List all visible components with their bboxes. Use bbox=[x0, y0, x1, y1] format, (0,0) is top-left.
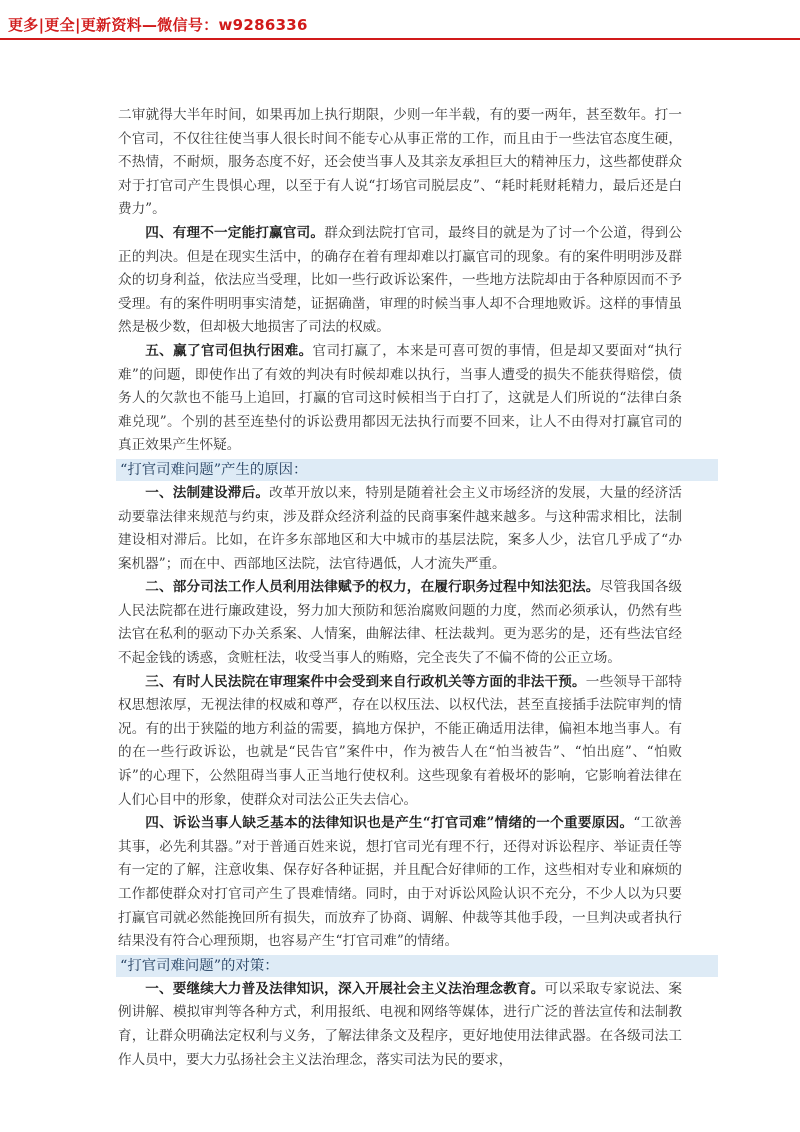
section-heading-countermeasures: “打官司难问题”的对策： bbox=[116, 955, 718, 977]
paragraph-text: 可以采取专家说法、案例讲解、模拟审判等各种方式，利用报纸、电视和网络等媒体，进行广泛的普法宣传和法制教育，让群众明确法定权利与义务，了解法律条文及程序，更好地使用法律武器。在各级司法工作人员中，要大力弘扬社会主义法治理念，落实司法为民的要求， bbox=[118, 980, 682, 1068]
point-heading: 五、赢了官司但执行困难。 bbox=[145, 342, 313, 359]
paragraph-cause-4 bbox=[118, 812, 682, 954]
paragraph-text: “工欲善其事，必先利其器。”对于普通百姓来说，想打官司光有理不行，还得对诉讼程序、举证责任等有一定的了解，注意收集、保存好各种证据，并且配合好律师的工作，这些相对专业和麻烦的工作都使群众对打官司产生了畏难情绪。同时，由于对诉讼风险认识不充分，不少人以为只要打赢官司就必然能挽回所有损失，而放弃了协商、调解、仲裁等其他手段，一旦判决或者执行结果没有符合心理预期，也容易产生“打官司难”的情绪。 bbox=[118, 815, 683, 950]
paragraph-measure-1 bbox=[118, 978, 682, 1072]
paragraph-cause-3 bbox=[118, 671, 682, 813]
point-heading: 一、要继续大力普及法律知识，深入开展社会主义法治理念教育。 bbox=[145, 980, 545, 997]
point-heading: 三、有时人民法院在审理案件中会受到来自行政机关等方面的非法干预。 bbox=[145, 673, 586, 690]
paragraph-text: 一些领导干部特权思想浓厚，无视法律的权威和尊严，存在以权压法、以权代法，甚至直接插手法院审判的情况。有的出于狭隘的地方利益的需要，搞地方保护，不能正确适用法律，偏袒本地当事人。有的在一些行政诉讼，也就是“民告官”案件中，作为被告人在“怕当被告”、“怕出庭”、“怕败诉”的心理下，公然阻碍当事人正当地行使权利。这些现象有着极坏的影响，它影响着法律在人们心目中的形象，使群众对司法公正失去信心。 bbox=[118, 673, 683, 808]
paragraph-point-4 bbox=[118, 222, 682, 340]
paragraph-point-5 bbox=[118, 340, 682, 458]
section-heading-causes: “打官司难问题”产生的原因： bbox=[116, 459, 718, 481]
paragraph-text: 尽管我国各级人民法院都在进行廉政建设，努力加大预防和惩治腐败问题的力度，然而必须承认，仍然有些法官在私利的驱动下办关系案、人情案，曲解法律、枉法裁判。更为恶劣的是，还有些法官经不起金钱的诱惑，贪赃枉法，收受当事人的贿赂，完全丧失了不偏不倚的公正立场。 bbox=[118, 579, 683, 667]
paragraph-continued: 二审就得大半年时间，如果再加上执行期限，少则一年半载，有的要一两年，甚至数年。打一个官司，不仅往往使当事人很长时间不能专心从事正常的工作，而且由于一些法官态度生硬，不热情，不耐烦，服务态度不好，还会使当事人及其亲友承担巨大的精神压力，这些都使群众对于打官司产生畏惧心理，以至于有人说“打场官司脱层皮”、“耗时耗财耗精力，最后还是白费力”。 bbox=[118, 107, 682, 218]
point-heading: 四、诉讼当事人缺乏基本的法律知识也是产生“打官司难”情绪的一个重要原因。 bbox=[145, 815, 634, 832]
paragraph-cause-1 bbox=[118, 482, 682, 576]
paragraph-cause-2 bbox=[118, 576, 682, 670]
paragraph-text: 群众到法院打官司，最终目的就是为了讨一个公道，得到公正的判决。但是在现实生活中，的确存在着有理却难以打赢官司的现象。有的案件明明涉及群众的切身利益，依法应当受理，比如一些行政诉讼案件，一些地方法院却由于各种原因而不予受理。有的案件明明事实清楚，证据确凿，审理的时候当事人却不合理地败诉。这样的事情虽然是极少数，但却极大地损害了司法的权威。 bbox=[118, 224, 683, 336]
top-banner bbox=[0, 0, 800, 42]
paragraph-text: 改革开放以来，特别是随着社会主义市场经济的发展，大量的经济活动要靠法律来规范与约束，涉及群众经济利益的民商事案件越来越多。与这种需求相比，法制建设相对滞后。比如，在许多东部地区和大中城市的基层法院，案多人少，法官几乎成了“办案机器”；而在中、西部地区法院，法官待遇低，人才流失严重。 bbox=[118, 484, 682, 572]
point-heading: 二、部分司法工作人员利用法律赋予的权力，在履行职务过程中知法犯法。 bbox=[145, 579, 600, 596]
banner-contact-link[interactable]: 更多|更全|更新资料—微信号：w9286336 bbox=[8, 16, 308, 34]
point-heading: 四、有理不一定能打赢官司。 bbox=[145, 224, 325, 241]
document-body bbox=[118, 104, 682, 1072]
paragraph-text: 官司打赢了，本来是可喜可贺的事情，但是却又要面对“执行难”的问题，即使作出了有效的判决有时候却难以执行，当事人遭受的损失不能获得赔偿，债务人的欠款也不能马上追回，打赢的官司这时候相当于白打了，这就是人们所说的“法律白条难兑现”。个别的甚至连垫付的诉讼费用都因无法执行而要不回来，让人不由得对打赢官司的真正效果产生怀疑。 bbox=[118, 342, 682, 454]
point-heading: 一、法制建设滞后。 bbox=[145, 484, 270, 501]
banner-divider bbox=[0, 38, 800, 40]
